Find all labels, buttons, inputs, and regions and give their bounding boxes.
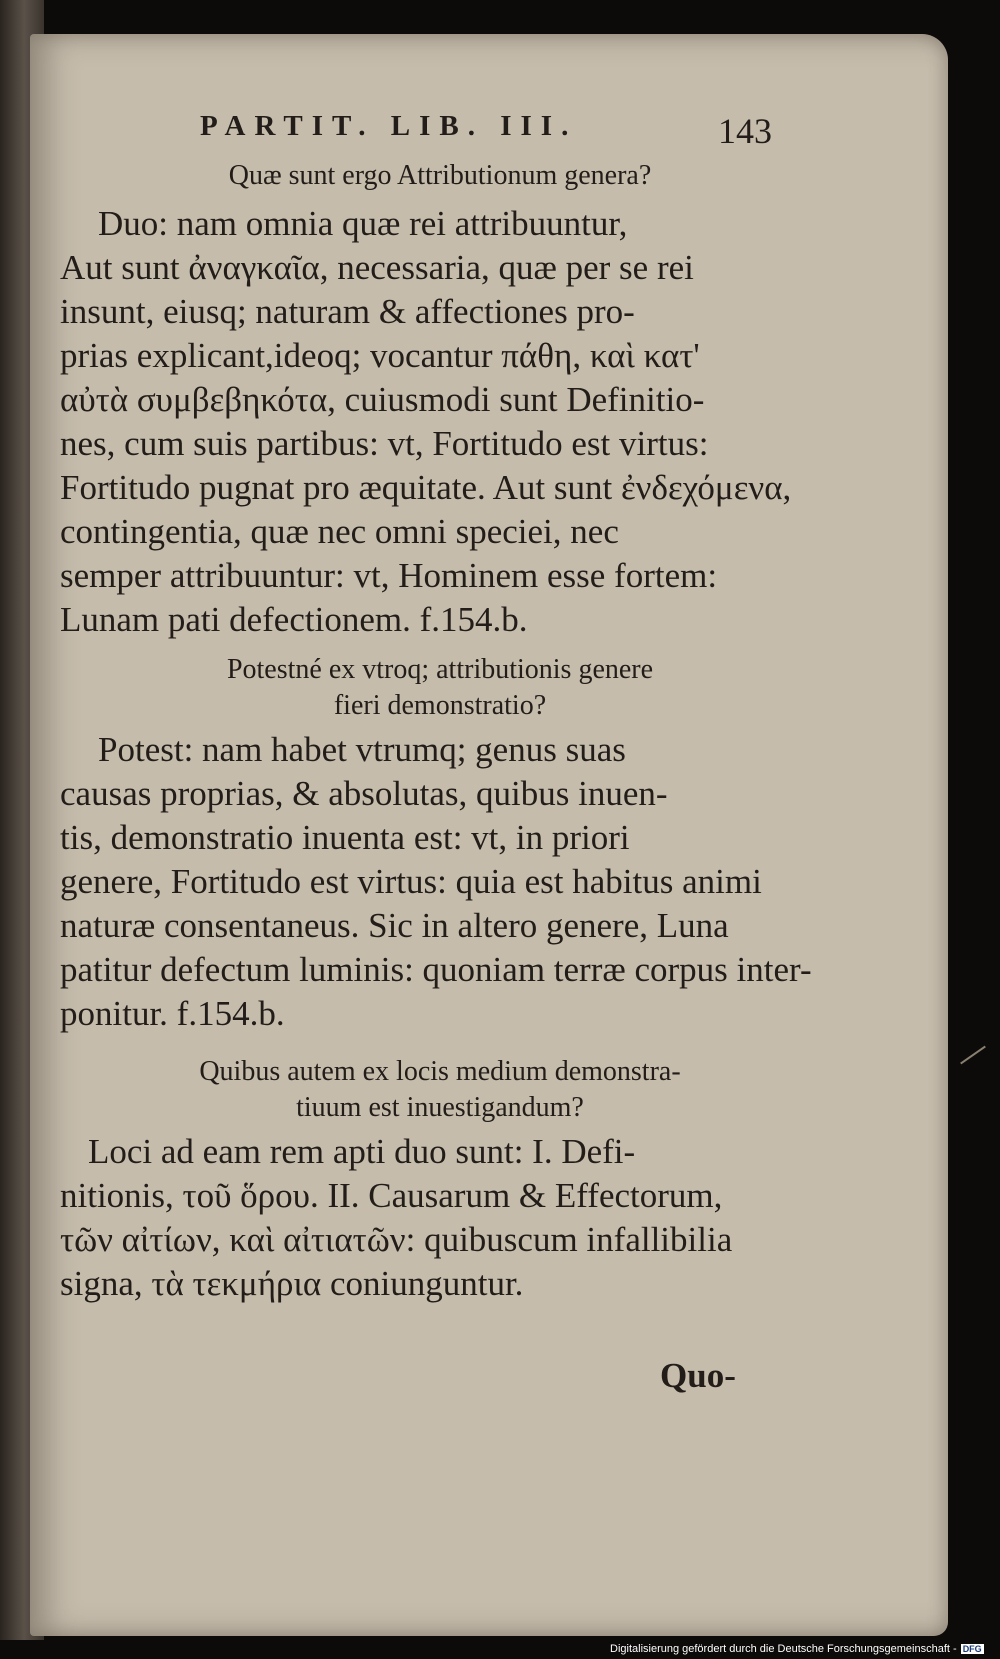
text-line: τῶν αἰτίων, καὶ αἰτιατῶν: quibuscum infallibilia (60, 1220, 733, 1259)
text-line: nitionis, τοῦ ὅρου. II. Causarum & Effectorum, (60, 1176, 723, 1215)
book-page (30, 34, 948, 1636)
text-line: contingentia, quæ nec omni speciei, nec (60, 512, 619, 551)
catchword: Quo- (660, 1356, 736, 1395)
text-line: Aut sunt ἀναγκαῖα, necessaria, quæ per se rei (60, 248, 694, 287)
text-line: ponitur. f.154.b. (60, 994, 285, 1033)
text-line: semper attribuuntur: vt, Hominem esse fortem: (60, 556, 718, 595)
text-block (30, 34, 948, 1636)
text-line: prias explicant,ideoq; vocantur πάθη, καὶ κατ' (60, 336, 700, 375)
text-line: genere, Fortitudo est virtus: quia est habitus animi (60, 862, 762, 901)
text-line: Potest: nam habet vtrumq; genus suas (98, 730, 626, 769)
footer-text: Digitalisierung gefördert durch die Deutsche Forschungsgemeinschaft - (610, 1643, 957, 1655)
text-line: patitur defectum luminis: quoniam terræ corpus inter- (60, 950, 812, 989)
question-heading (30, 1054, 850, 1126)
text-line: naturæ consentaneus. Sic in altero genere, Luna (60, 906, 729, 945)
question-heading (30, 652, 850, 724)
text-line: insunt, eiusq; naturam & affectiones pro- (60, 292, 635, 331)
text-line: αὐτὰ συμβεβηκότα, cuiusmodi sunt Definitio- (60, 380, 705, 419)
running-head: PARTIT. LIB. III. (200, 110, 578, 142)
question-heading: Quæ sunt ergo Attributionum genera? (228, 160, 652, 191)
page-number: 143 (718, 111, 772, 151)
text-line: Duo: nam omnia quæ rei attribuuntur, (98, 204, 628, 243)
text-line: signa, τὰ τεκμήρια coniunguntur. (60, 1264, 524, 1303)
text-line: Fortitudo pugnat pro æquitate. Aut sunt ἐνδεχόμενα, (60, 468, 792, 507)
question-line: Quibus autem ex locis medium demonstra- (199, 1056, 681, 1087)
digitization-footer (610, 1643, 984, 1655)
question-line: fieri demonstratio? (333, 690, 547, 721)
question-line: Potestné ex vtroq; attributionis genere (226, 654, 654, 685)
text-line: Loci ad eam rem apti duo sunt: I. Defi- (88, 1132, 636, 1171)
margin-mark (960, 1046, 986, 1065)
text-line: Lunam pati defectionem. f.154.b. (60, 600, 528, 639)
question-line: tiuum est inuestigandum? (296, 1092, 584, 1123)
dfg-logo: DFG (962, 1644, 982, 1655)
text-line: nes, cum suis partibus: vt, Fortitudo est virtus: (60, 424, 709, 463)
text-line: tis, demonstratio inuenta est: vt, in priori (60, 818, 630, 857)
text-line: causas proprias, & absolutas, quibus inuen- (60, 774, 668, 813)
